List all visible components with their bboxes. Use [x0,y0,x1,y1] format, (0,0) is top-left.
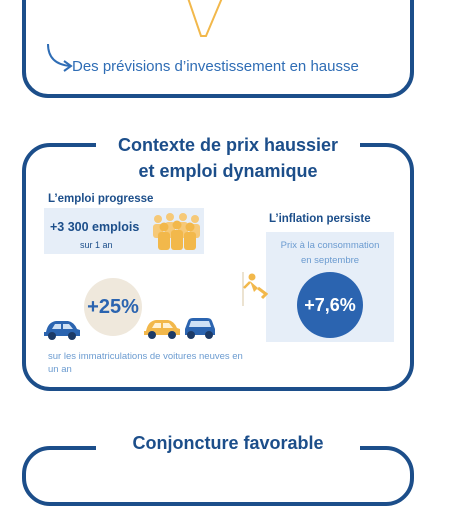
car-icon [142,315,182,341]
section-title-line1: Contexte de prix haussier [117,135,339,155]
funnel-icon [186,0,226,42]
employment-period: sur 1 an [80,240,113,250]
climber-icon [240,272,268,306]
people-group-icon [150,211,202,251]
investment-forecast-text: Des prévisions d’investissement en hausse [72,58,359,75]
inflation-desc-line2: en septembre [300,255,360,266]
curved-arrow-icon [44,42,74,72]
car-icon [182,315,218,341]
section-title [96,132,360,184]
registrations-value-badge: +25% [84,278,142,336]
employment-heading: L’emploi progresse [48,193,154,205]
inflation-value-badge: +7,6% [297,272,363,338]
inflation-desc-line1: Prix à la consommation [280,240,380,251]
bottom-section-title: Conjoncture favorable [96,430,360,456]
section-title-line2: et emploi dynamique [138,161,318,181]
employment-value: +3 300 emplois [50,220,140,234]
inflation-heading: L’inflation persiste [269,213,371,225]
car-icon [42,316,82,342]
registrations-caption: sur les immatriculations de voitures neuves en un an [48,351,243,375]
